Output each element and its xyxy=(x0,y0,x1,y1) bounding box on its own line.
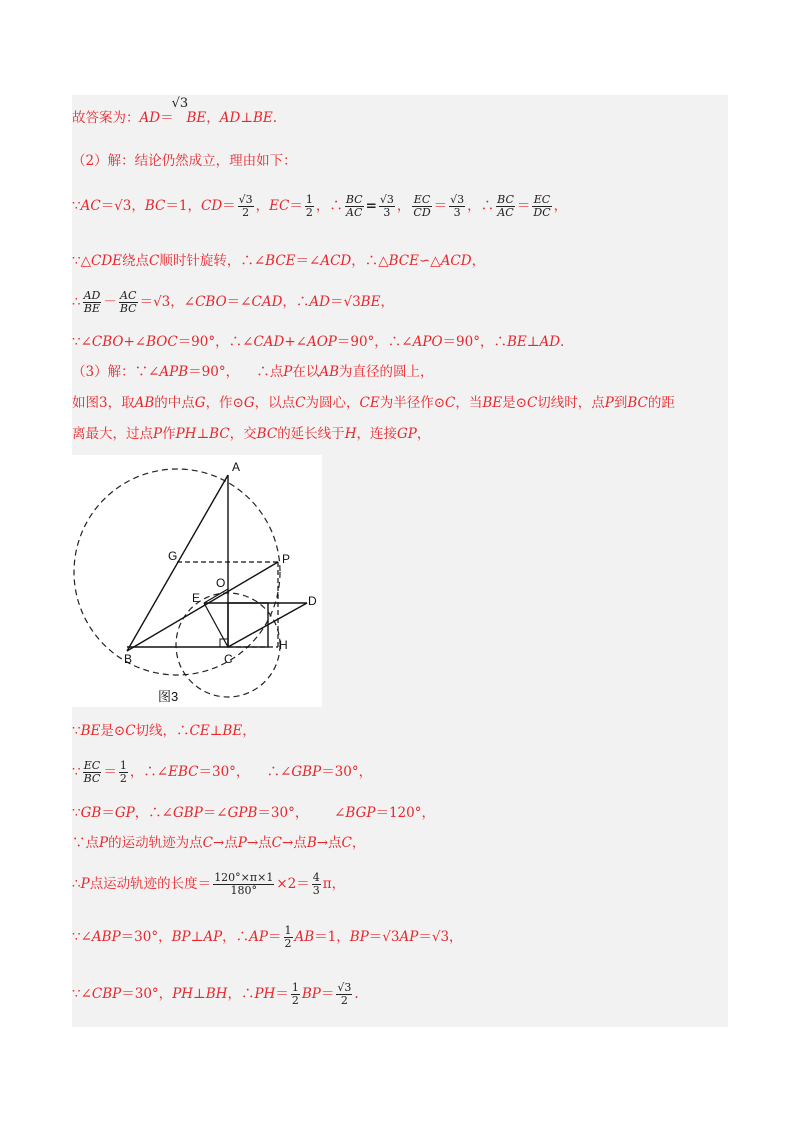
label-c: C xyxy=(224,652,233,666)
label-e: E xyxy=(192,591,201,605)
segment-ab xyxy=(127,475,228,651)
figure-caption: 图3 xyxy=(158,689,179,704)
rectangle-ec xyxy=(228,603,268,647)
label-g: G xyxy=(168,549,178,563)
circle-g xyxy=(74,469,280,675)
segment-ce xyxy=(204,603,228,647)
angle-bgp-line: ∵GB＝GP，∴∠GBP＝∠GPB＝30°， ∠BGP＝120°， xyxy=(72,805,435,821)
answer-line-1: 故答案为：AD＝ √3 BE，AD⊥BE. xyxy=(72,96,278,126)
similar-triangles-line: ∵△CDE绕点C顺时针旋转，∴∠BCE＝∠ACD，∴△BCE∽△ACD， xyxy=(72,253,486,269)
angle-sum-line: ∵∠CBO+∠BOC＝90°，∴∠CAD+∠AOP＝90°，∴∠APO＝90°，∴BE⊥AD. xyxy=(72,334,565,350)
construction-line-1: 如图3，取AB的中点G，作⊙G，以点C为圆心，CE为半径作⊙C，当BE是⊙C切线时，点P到BC的距 xyxy=(72,395,675,411)
ratio-line: ∵AC＝√3，BC＝1，CD＝ $\frac{√3}{2}$ ，EC＝ $\frac{1}{2}$ ，∴ $\frac{BC}{AC}$ = $\frac{√3}{3}$ ， $\frac{EC}{CD}$ ＝ $\frac{√3}{3}$ ，∴ $\frac{BC}{AC}$ ＝ $\frac{EC}{DC}$ ， xyxy=(72,193,568,219)
label-a: A xyxy=(232,460,241,474)
label-h: H xyxy=(279,638,288,652)
ph-line: ∵∠CBP＝30°，PH⊥BH，∴PH＝ $\frac{1}{2}$ BP＝ $\frac{√3}{2}$ . xyxy=(72,981,359,1007)
segment-bp xyxy=(127,562,278,651)
solution-part-3-heading: （3）解：∵∠APB＝90°， ∴点P在以AB为直径的圆上， xyxy=(72,364,434,380)
trajectory-line: ∵点P的运动轨迹为点C→点P→点C→点B→点C， xyxy=(72,835,366,851)
label-d: D xyxy=(308,594,317,608)
label-b: B xyxy=(124,652,133,666)
ap-bp-line: ∵∠ABP＝30°，BP⊥AP，∴AP＝ $\frac{1}{2}$ AB＝1，BP＝√3AP＝√3， xyxy=(72,924,463,950)
ad-be-line: ∴ $\frac{AD}{BE}$ － $\frac{AC}{BC}$ ＝√3，∠CBO＝∠CAD，∴AD＝√3BE， xyxy=(72,289,394,315)
trajectory-length-line: ∴P点运动轨迹的长度＝ $\frac{120^\circ\times\pi\times 1}{180^\circ}$ ×2＝ $\frac{4}{3}$ π， xyxy=(72,871,346,897)
segment-eo xyxy=(204,589,228,603)
figure-3 xyxy=(72,455,322,707)
angle-ebc-line: ∵ $\frac{EC}{BC}$ ＝ $\frac{1}{2}$ ，∴∠EBC＝30°， ∴∠GBP＝30°， xyxy=(72,759,373,785)
label-p: P xyxy=(282,552,291,566)
solution-part-2-heading: （2）解：结论仍然成立，理由如下： xyxy=(72,153,297,169)
tangent-line: ∵BE是⊙C切线，∴CE⊥BE， xyxy=(72,723,256,739)
construction-line-2: 离最大，过点P作PH⊥BC，交BC的延长线于H，连接GP， xyxy=(72,426,431,442)
label-o: O xyxy=(216,576,226,590)
geometry-diagram xyxy=(72,455,322,707)
